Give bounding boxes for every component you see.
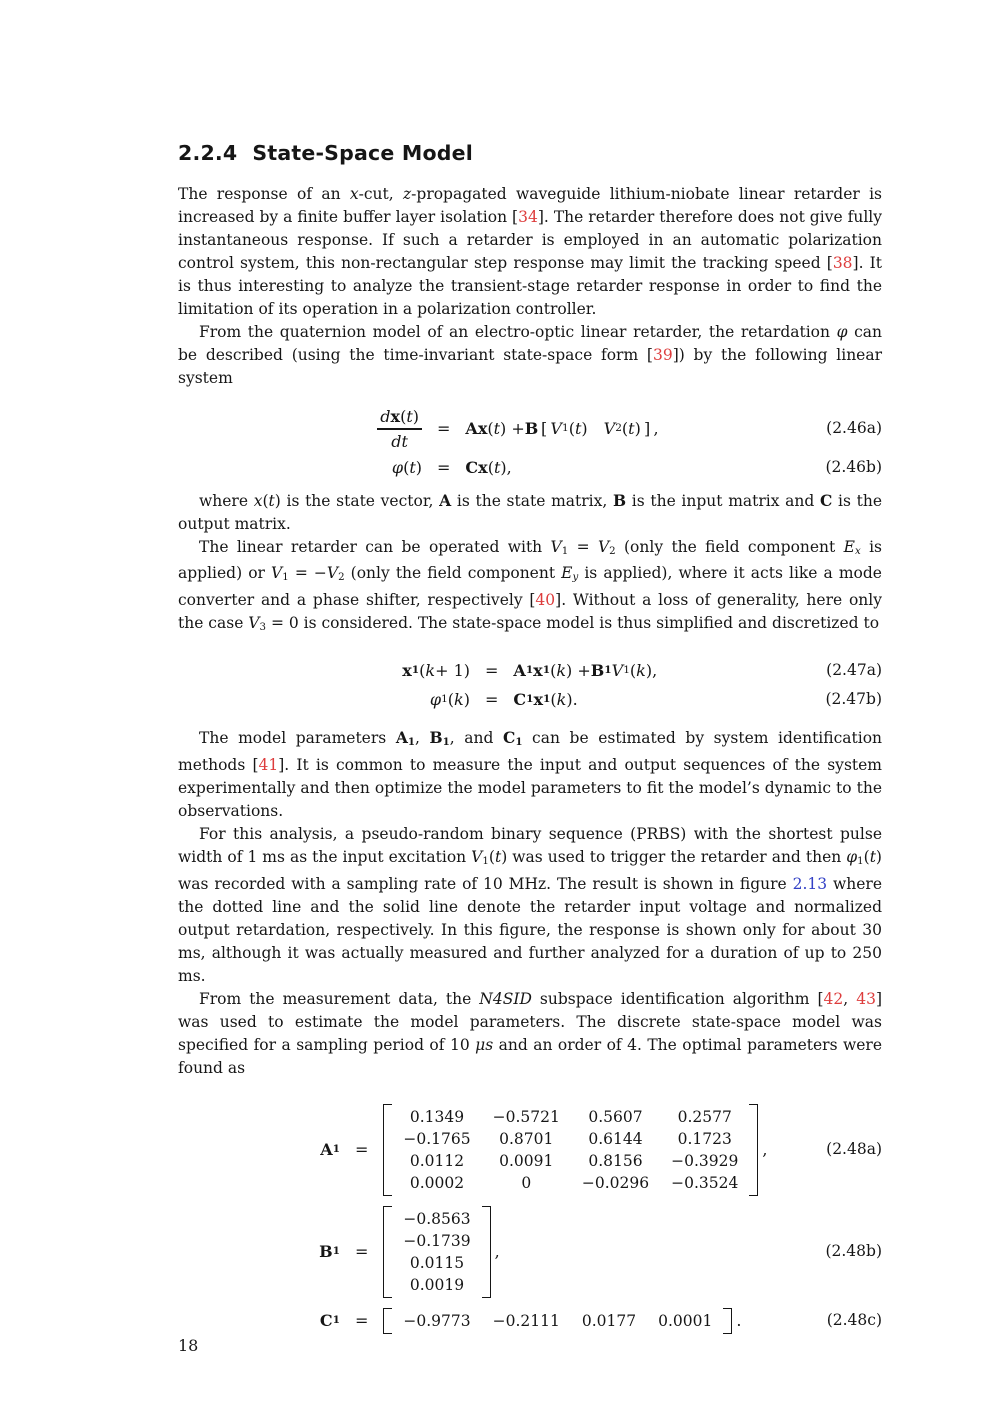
text-run: 2: [615, 422, 622, 435]
equation-2-46a: [178, 406, 882, 452]
citation-link[interactable]: 43: [856, 989, 876, 1008]
text-run: ]. It is thus interesting to analyze the transient-stage retarder response in order to find the limitation of its operation in a polarization controller.: [178, 254, 882, 318]
equation-2-46: [178, 406, 882, 479]
text-run: E: [843, 537, 855, 556]
text-run: ): [412, 407, 419, 426]
text-run: 1: [332, 1314, 340, 1327]
text-run: d: [380, 407, 391, 426]
matrix-cell: 0.6144: [588, 1129, 643, 1148]
text-run: From the quaternion model of an electro-optic linear retarder, the retardation: [199, 323, 837, 341]
text-run: 1: [407, 735, 415, 748]
matrix-cell: 0.0177: [581, 1311, 637, 1330]
text-run: 1: [543, 692, 551, 705]
text-run: V: [603, 419, 616, 439]
text-run: t: [493, 419, 501, 439]
text-run: V: [550, 537, 562, 556]
text-run: B: [319, 1242, 333, 1262]
fraction-bar: [377, 428, 422, 430]
matrix-cell: −0.1739: [403, 1231, 471, 1250]
text-run: ): [581, 419, 588, 439]
equals-sign: =: [355, 1311, 369, 1331]
text-run: z: [402, 185, 412, 203]
matrix-bracket-right: [723, 1308, 732, 1334]
text-run: 1: [411, 663, 420, 676]
text-run: (: [863, 847, 870, 866]
text-run: t: [406, 407, 413, 426]
equation-rhs: [383, 1103, 767, 1197]
text-run: A: [395, 727, 408, 747]
text-run: 3: [259, 621, 267, 633]
text-run: (: [550, 660, 557, 680]
text-run: ) +: [566, 660, 591, 680]
text-run: where the dotted line and the solid line denote the retarder input voltage and normalized output retardation, respectively. In this figure, the response is shown only for about 30 ms, although it was actually measured and further analyzed for a duration of up to 250 ms.: [178, 874, 883, 985]
text-run: (: [403, 457, 410, 477]
text-run: x: [533, 689, 544, 709]
text-run: ) was used to trigger the retarder and then: [501, 847, 847, 866]
equation-label: (2.46b): [825, 457, 882, 476]
matrix-cell: 0.0115: [409, 1253, 465, 1272]
text-run: 2: [609, 545, 616, 557]
equation-rhs: [383, 1307, 741, 1335]
matrix-cell: −0.5721: [492, 1107, 560, 1126]
matrix-cell: −0.8563: [403, 1209, 471, 1228]
text-run: and an order of 4. The optimal parameters were found as: [178, 1035, 882, 1077]
text-run: can be described (using the time-invariant state-space form [: [178, 323, 882, 364]
text-run: From the measurement data, the: [199, 989, 480, 1008]
text-run: is the output matrix.: [178, 491, 883, 533]
text-run: (only the field component: [615, 537, 844, 556]
equals-sign: =: [485, 689, 499, 709]
text-run: V: [326, 564, 339, 583]
text-run: E: [561, 564, 573, 583]
text-run: C: [820, 490, 833, 510]
text-run: 1: [561, 422, 569, 435]
matrix-bracket-left: [383, 1206, 392, 1298]
equation-label: (2.48b): [825, 1242, 882, 1261]
matrix-cell: 0.0112: [409, 1151, 465, 1170]
text-run: V: [248, 614, 260, 633]
text-run: =: [568, 537, 598, 556]
equals-sign: =: [437, 419, 451, 439]
equation-lhs: [178, 1240, 340, 1263]
text-run: (: [550, 689, 557, 709]
text-run: φ: [836, 323, 848, 341]
text-run: 1: [525, 663, 534, 676]
equation-label: (2.48a): [826, 1140, 882, 1159]
text-run: t: [494, 847, 502, 866]
text-run: The response of an: [178, 185, 350, 203]
matrix-b1-grid: [401, 1205, 472, 1299]
text-run: ,: [843, 989, 857, 1008]
text-run: V: [550, 419, 562, 439]
text-run: is the input matrix and: [626, 491, 820, 510]
text-run: = 0 is considered. The state-space model is thus simplified and discretized to: [266, 614, 880, 633]
fraction-numerator: [377, 406, 422, 427]
text-run: is applied) or: [178, 537, 882, 583]
text-run: The model parameters: [199, 728, 396, 747]
text-run: where: [199, 491, 254, 510]
text-run: x: [402, 660, 412, 680]
matrix-bracket-right: [749, 1104, 758, 1196]
matrix-bracket-left: [383, 1308, 392, 1334]
text-run: x: [253, 491, 263, 510]
matrix-cell: 0.0019: [409, 1275, 465, 1294]
text-run: 1: [623, 663, 630, 676]
text-run: x: [854, 545, 861, 557]
text-run: ) is the state vector,: [274, 491, 440, 510]
text-run: ) ] ,: [634, 419, 659, 439]
matrix-cell: 0.1349: [409, 1107, 465, 1126]
equation-2-48b: [178, 1205, 882, 1299]
text-run: C: [319, 1311, 333, 1331]
citation-link[interactable]: 40: [535, 591, 556, 610]
text-run: + 1): [435, 660, 470, 680]
matrix-cell: 0.0002: [409, 1173, 465, 1192]
text-run: V: [271, 564, 283, 583]
text-run: A: [513, 660, 526, 680]
citation-link[interactable]: 34: [518, 208, 538, 226]
matrix-cell: −0.2111: [492, 1311, 560, 1330]
text-run: t: [409, 457, 416, 477]
text-run: A: [439, 490, 452, 510]
text-run: The linear retarder can be operated with: [199, 537, 551, 556]
matrix-cell: −0.1765: [403, 1129, 471, 1148]
text-run: t: [493, 457, 501, 477]
text-run: k: [454, 689, 464, 709]
text-run: x: [533, 660, 543, 680]
equation-lhs: [178, 1138, 340, 1161]
text-run: V: [597, 537, 610, 556]
text-run: φ: [429, 689, 442, 709]
text-run: t: [628, 419, 635, 439]
text-run: 1: [604, 663, 612, 676]
matrix-punctuation: ,: [494, 1242, 500, 1262]
matrix-a1: [383, 1103, 758, 1197]
text-run: k: [636, 660, 646, 680]
citation-link[interactable]: 38: [832, 254, 853, 272]
equation-2-47: [178, 659, 882, 711]
section-heading: [178, 140, 882, 166]
text-run: dt: [391, 431, 408, 451]
text-run: Cx: [465, 457, 488, 477]
text-run: (: [400, 407, 407, 426]
text-run: C: [513, 689, 527, 709]
text-run: (: [419, 660, 426, 680]
equals-sign: =: [355, 1242, 369, 1262]
citation-link[interactable]: 41: [258, 755, 279, 774]
text-run: 1: [857, 855, 864, 867]
text-run: B: [612, 490, 627, 510]
paragraph-model-parameters: [178, 726, 882, 823]
text-run: N4SID: [479, 989, 532, 1008]
matrix-b1: [383, 1205, 490, 1299]
equation-rhs: [465, 417, 658, 440]
text-run: B: [524, 419, 539, 439]
matrix-cell: 0.0091: [499, 1151, 554, 1170]
text-run: 1: [332, 1245, 340, 1258]
paragraph-n4sid: [178, 988, 882, 1080]
text-run: ]. Without a loss of generality, here only the case: [178, 591, 882, 633]
text-run: ] was used to estimate the model parameters. The discrete state-space model was specified for a sampling period of 10: [178, 989, 883, 1054]
paragraph-quaternion-model: [178, 321, 882, 390]
text-run: Ax: [465, 419, 488, 439]
text-run: t: [574, 419, 582, 439]
text-run: For this analysis, a pseudo-random binary sequence (PRBS) with the shortest pulse width of 1 ms as the input excitation: [178, 824, 882, 866]
text-run: 1: [561, 545, 569, 557]
equation-2-48c: [178, 1307, 882, 1335]
matrix-punctuation: .: [736, 1311, 742, 1331]
cross-reference-link[interactable]: 2.13: [792, 874, 828, 893]
text-run: (: [629, 660, 637, 680]
matrix-cell: 0.0001: [658, 1311, 713, 1330]
paragraph-prbs-analysis: [178, 823, 882, 988]
text-run: 1: [515, 735, 523, 748]
equals-sign: =: [437, 457, 451, 477]
equation-rhs: [465, 456, 511, 479]
matrix-bracket-left: [383, 1104, 392, 1196]
citation-link[interactable]: 42: [823, 989, 844, 1008]
text-run: ): [415, 457, 422, 477]
equation-2-48: [178, 1103, 882, 1335]
section-number: 2.2.4: [178, 141, 238, 165]
matrix-cell: 0.8156: [588, 1151, 643, 1170]
text-run: 1: [482, 855, 489, 867]
text-run: , and: [449, 728, 503, 747]
equation-lhs: [178, 659, 470, 682]
equation-rhs: [513, 688, 577, 711]
text-run: ) was recorded with a sampling rate of 10 MHz. The result is shown in figure: [178, 847, 882, 893]
text-run: φ: [846, 847, 858, 866]
text-run: (: [447, 689, 455, 709]
text-run: can be estimated by system identification methods [: [178, 728, 883, 774]
text-run: ]) by the following linear system: [178, 346, 883, 387]
text-run: A: [320, 1140, 333, 1160]
section-title: State-Space Model: [252, 141, 473, 165]
text-run: V: [471, 847, 483, 866]
text-run: y: [572, 572, 579, 584]
text-run: μs: [475, 1035, 494, 1054]
equation-label: (2.48c): [826, 1311, 882, 1330]
matrix-punctuation: ,: [762, 1140, 768, 1160]
matrix-cell: −0.3524: [671, 1173, 739, 1192]
text-run: B: [429, 727, 443, 747]
equation-label: (2.47b): [825, 689, 882, 708]
text-run: (only the field component: [344, 564, 562, 583]
text-run: 1: [332, 1143, 340, 1156]
matrix-cell: −0.3929: [671, 1151, 739, 1170]
fraction: [377, 406, 422, 452]
text-run: ]. It is common to measure the input and output sequences of the system experimentally and then optimize the model parameters to fit the model’s dynamic to the observations.: [178, 755, 882, 820]
equation-lhs: [178, 406, 422, 452]
text-run: x: [349, 185, 359, 203]
matrix-bracket-right: [482, 1206, 491, 1298]
text-run: 1: [526, 692, 534, 705]
text-run: (: [487, 419, 494, 439]
text-run: (: [487, 457, 494, 477]
matrix-cell: 0: [521, 1173, 532, 1192]
text-run: is applied), where it acts like a mode converter and a phase shifter, respectively [: [178, 564, 882, 610]
text-run: (: [621, 419, 629, 439]
equation-2-46b: [178, 456, 882, 479]
equation-lhs: [178, 688, 470, 711]
matrix-c1-grid: [401, 1307, 714, 1335]
text-run: ) +: [500, 419, 525, 439]
text-run: C: [503, 727, 516, 747]
equation-2-47a: [178, 659, 882, 682]
text-run: t: [869, 847, 876, 866]
matrix-cell: −0.9773: [403, 1311, 471, 1330]
page-number: 18: [178, 1336, 199, 1355]
text-run: subspace identification algorithm [: [531, 989, 824, 1008]
paragraph-operation-modes: [178, 536, 882, 639]
text-run: [: [538, 419, 551, 439]
text-run: 1: [542, 663, 551, 676]
text-run: (: [488, 847, 495, 866]
text-run: = −: [288, 564, 327, 583]
text-run: (: [568, 419, 575, 439]
text-run: k: [556, 689, 567, 709]
text-run: -cut,: [358, 185, 403, 203]
text-run: t: [268, 491, 275, 510]
text-run: (: [262, 491, 269, 510]
text-run: 2: [338, 572, 345, 584]
text-run: k: [556, 660, 567, 680]
text-run: ): [463, 689, 470, 709]
text-run: x: [390, 407, 401, 426]
matrix-c1: [383, 1307, 732, 1335]
text-run: φ: [391, 457, 404, 477]
equation-rhs: [383, 1205, 499, 1299]
matrix-cell: 0.5607: [588, 1107, 643, 1126]
text-run: B: [590, 660, 605, 680]
equation-rhs: [513, 659, 657, 682]
matrix-cell: 0.1723: [677, 1129, 732, 1148]
text-column: [178, 140, 882, 1335]
text-run: -propagated waveguide lithium-niobate linear retarder is increased by a finite buffer layer isolation [: [178, 185, 883, 226]
equals-sign: =: [485, 660, 499, 680]
text-run: ),: [645, 660, 658, 680]
matrix-cell: −0.0296: [581, 1173, 650, 1192]
text-run: is the state matrix,: [451, 491, 613, 510]
paragraph-matrix-definitions: [178, 489, 882, 536]
equals-sign: =: [355, 1140, 369, 1160]
matrix-cell: 0.8701: [499, 1129, 554, 1148]
text-run: ,: [414, 728, 430, 747]
text-run: 1: [442, 735, 450, 748]
text-run: ).: [566, 689, 578, 709]
equation-2-47b: [178, 688, 882, 711]
text-run: ),: [500, 457, 512, 477]
matrix-a1-grid: [401, 1103, 740, 1197]
citation-link[interactable]: 39: [652, 346, 673, 364]
equation-label: (2.46a): [826, 419, 882, 438]
text-run: k: [425, 660, 436, 680]
text-run: V: [611, 660, 624, 680]
matrix-cell: 0.2577: [677, 1107, 732, 1126]
text-run: ]. The retarder therefore does not give fully instantaneous response. If such a retarder is employed in an automatic polarization control system, this non-rectangular step response may limit the tracking speed [: [178, 208, 882, 272]
text-run: 1: [441, 692, 448, 705]
paragraph-intro: [178, 183, 882, 321]
equation-lhs: [178, 456, 422, 479]
equation-lhs: [178, 1309, 340, 1332]
equation-2-48a: [178, 1103, 882, 1197]
text-run: [588, 417, 604, 440]
fraction-denominator: [388, 431, 411, 452]
equation-label: (2.47a): [826, 660, 882, 679]
text-run: 1: [282, 572, 289, 584]
